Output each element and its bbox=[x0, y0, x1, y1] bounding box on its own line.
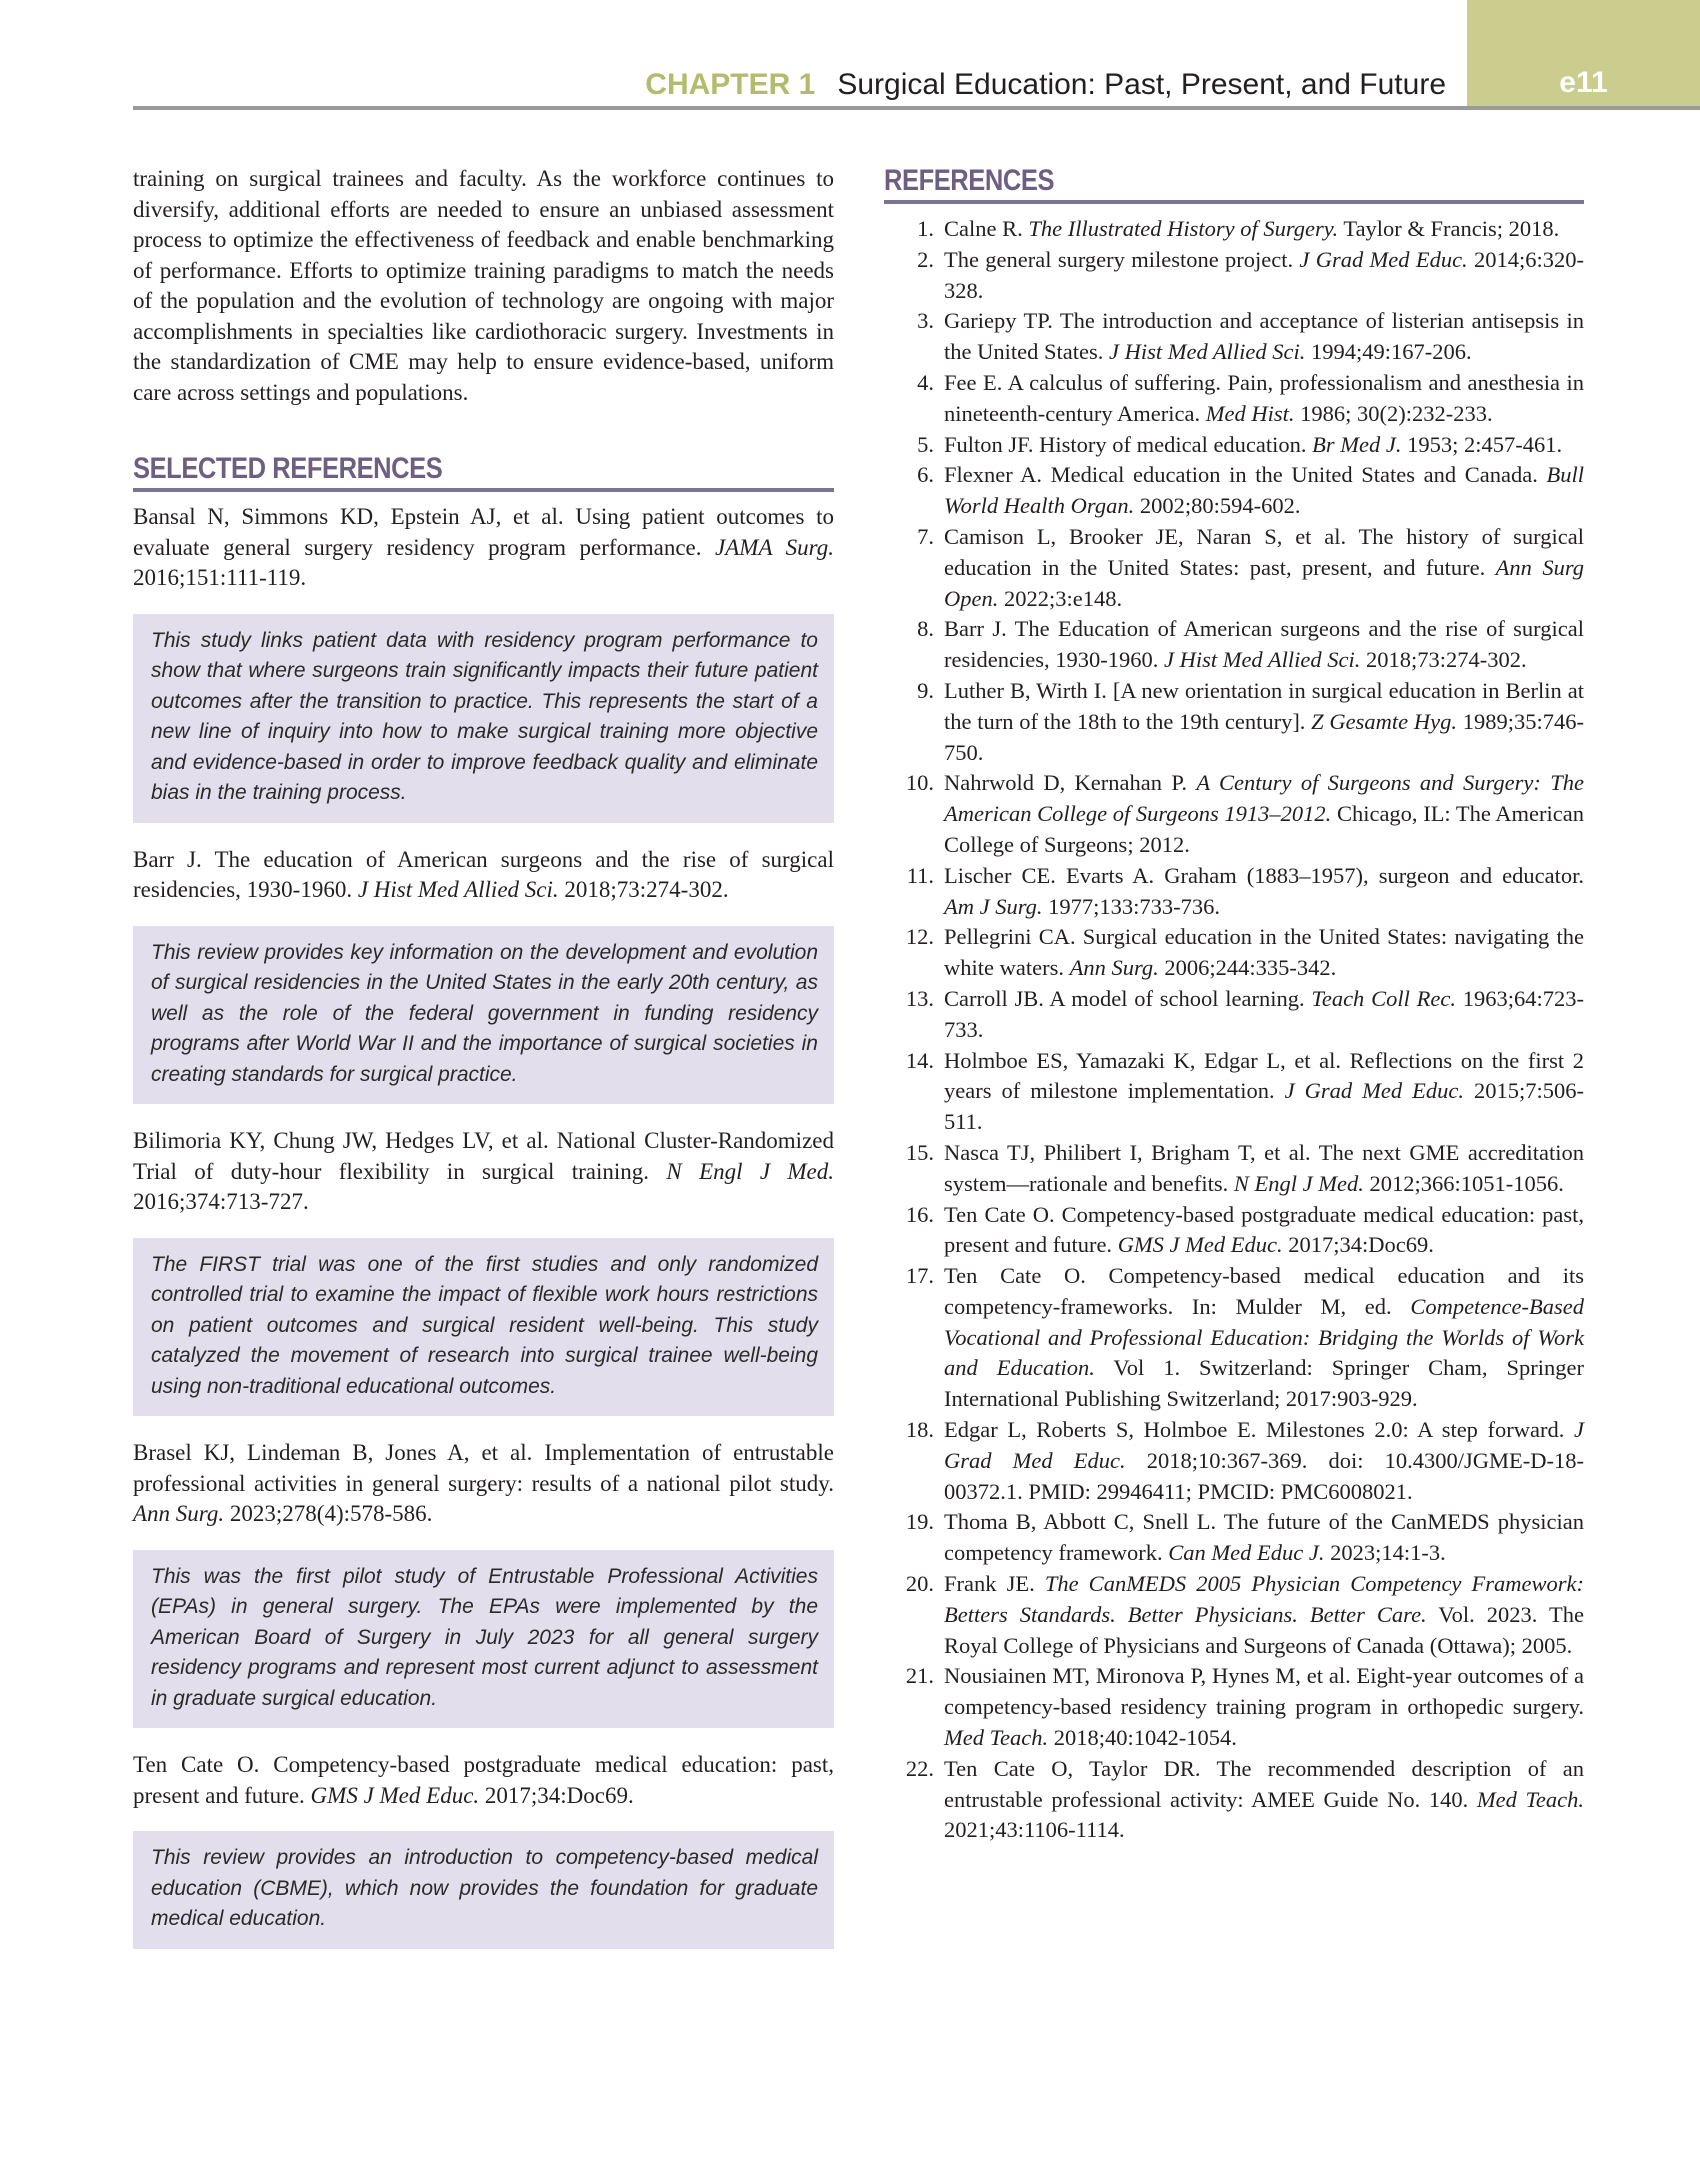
reference-item bbox=[884, 1200, 1584, 1262]
reference-item bbox=[884, 676, 1584, 768]
reference-text bbox=[944, 614, 1584, 676]
citation-details: 1953; 2:457-461. bbox=[1401, 431, 1563, 457]
reference-number: 8. bbox=[917, 616, 934, 642]
citation-details: 1963;64:723-733. bbox=[944, 985, 1584, 1042]
citation-text: Thoma B, Abbott C, Snell L. The future of the CanMEDS physician competency framework. bbox=[944, 1509, 1584, 1566]
selected-reference bbox=[133, 1438, 834, 1530]
annotation-box: This study links patient data with residency program performance to show that where surgeons train significantly impacts their future patient outcomes after the transition to practice. This represents the start of a new line of inquiry into how to make surgical training more objective and evidence-based in order to improve feedback quality and eliminate bias in the training process. bbox=[133, 614, 834, 823]
reference-number: 15. bbox=[905, 1139, 934, 1165]
citation-text: Edgar L, Roberts S, Holmboe E. Milestones 2.0: A step forward. bbox=[944, 1417, 1574, 1443]
citation-text: Gariepy TP. The introduction and acceptance of listerian antisepsis in the United States. bbox=[944, 308, 1584, 365]
citation-details: 2018;40:1042-1054. bbox=[1048, 1725, 1237, 1751]
reference-item bbox=[884, 984, 1584, 1046]
citation-text: Brasel KJ, Lindeman B, Jones A, et al. Implementation of entrustable professional activities in general surgery: results of a national pilot study. bbox=[133, 1440, 834, 1496]
reference-number: 19. bbox=[905, 1509, 934, 1535]
citation-text: Carroll JB. A model of school learning. bbox=[944, 985, 1312, 1011]
source-title: Ann Surg Open. bbox=[944, 554, 1584, 611]
reference-text bbox=[944, 522, 1584, 614]
source-title: A Century of Surgeons and Surgery: The American College of Surgeons 1913–2012. bbox=[944, 770, 1584, 827]
citation-text: Ten Cate O. Competency-based medical education and its competency-frameworks. In: Mulder M, ed. bbox=[944, 1263, 1584, 1319]
chapter-title: Surgical Education: Past, Present, and Future bbox=[837, 68, 1446, 101]
page-number: e11 bbox=[1559, 66, 1608, 99]
reference-text bbox=[944, 984, 1584, 1046]
reference-item bbox=[884, 430, 1584, 461]
reference-text bbox=[944, 768, 1584, 860]
heading-rule bbox=[133, 488, 834, 492]
source-title: Med Teach. bbox=[944, 1725, 1049, 1751]
selected-reference bbox=[133, 1750, 834, 1811]
citation-text: The general surgery milestone project. bbox=[944, 246, 1300, 272]
reference-number: 22. bbox=[905, 1755, 934, 1781]
citation-details: 1989;35:746-750. bbox=[944, 708, 1584, 765]
reference-number: 2. bbox=[917, 246, 934, 272]
reference-number: 9. bbox=[917, 677, 934, 703]
source-title: Bull World Health Organ. bbox=[944, 462, 1584, 519]
selected-reference bbox=[133, 1126, 834, 1218]
citation-text: Bilimoria KY, Chung JW, Hedges LV, et al. National Cluster-Randomized Trial of duty-hour flexibility in surgical training. bbox=[133, 1128, 834, 1184]
reference-item bbox=[884, 522, 1584, 614]
citation-details: 2018;10:367-369. doi: 10.4300/JGME-D-18-00372.1. PMID: 29946411; PMCID: PMC6008021. bbox=[944, 1447, 1584, 1504]
reference-text bbox=[944, 460, 1584, 522]
reference-text bbox=[944, 306, 1584, 368]
source-title: Med Hist. bbox=[1205, 400, 1295, 426]
reference-text bbox=[944, 1046, 1584, 1138]
citation-details: 2017;34:Doc69. bbox=[1282, 1232, 1434, 1258]
reference-text bbox=[944, 1415, 1584, 1507]
selected-references-heading: SELECTED REFERENCES bbox=[133, 452, 443, 485]
reference-number: 6. bbox=[917, 462, 934, 488]
journal-name: Ann Surg. bbox=[133, 1501, 225, 1526]
citation-details: 2016;151:111-119. bbox=[133, 565, 307, 590]
reference-item bbox=[884, 1415, 1584, 1507]
reference-item bbox=[884, 1507, 1584, 1569]
reference-item bbox=[884, 1261, 1584, 1415]
citation-text: Camison L, Brooker JE, Naran S, et al. The history of surgical education in the United States: past, present, and future. bbox=[944, 523, 1584, 580]
source-title: Z Gesamte Hyg. bbox=[1311, 708, 1457, 734]
citation-details: 1986; 30(2):232-233. bbox=[1294, 400, 1493, 426]
journal-name: J Hist Med Allied Sci. bbox=[357, 877, 559, 902]
source-title: J Grad Med Educ. bbox=[1284, 1078, 1464, 1104]
citation-text: Luther B, Wirth I. [A new orientation in surgical education in Berlin at the turn of the 18th to the 19th century]. bbox=[944, 677, 1584, 734]
reference-number: 3. bbox=[917, 308, 934, 334]
citation-text: Holmboe ES, Yamazaki K, Edgar L, et al. Reflections on the first 2 years of milestone implementation. bbox=[944, 1047, 1584, 1104]
source-title: GMS J Med Educ. bbox=[1117, 1232, 1283, 1258]
citation-details: 2023;278(4):578-586. bbox=[224, 1501, 433, 1526]
annotation-box: This review provides an introduction to competency-based medical education (CBME), which now provides the foundation for graduate medical education. bbox=[133, 1831, 834, 1949]
reference-item bbox=[884, 614, 1584, 676]
citation-details: Vol. 2023. The Royal College of Physicians and Surgeons of Canada (Ottawa); 2005. bbox=[944, 1601, 1584, 1658]
reference-text bbox=[944, 245, 1584, 307]
references-list bbox=[884, 214, 1584, 1846]
reference-text bbox=[944, 1261, 1584, 1415]
reference-item bbox=[884, 1569, 1584, 1661]
source-title: Ann Surg. bbox=[1069, 955, 1159, 981]
reference-number: 12. bbox=[905, 924, 934, 950]
reference-number: 16. bbox=[905, 1201, 934, 1227]
reference-text bbox=[944, 1200, 1584, 1262]
citation-text: Flexner A. Medical education in the United States and Canada. bbox=[944, 462, 1547, 488]
reference-text bbox=[944, 676, 1584, 768]
reference-number: 11. bbox=[906, 862, 934, 888]
source-title: The Illustrated History of Surgery. bbox=[1028, 216, 1339, 241]
citation-details: 2017;34:Doc69. bbox=[479, 1782, 634, 1808]
reference-text bbox=[944, 1754, 1584, 1846]
right-column bbox=[884, 164, 1584, 1846]
citation-text: Calne R. bbox=[944, 216, 1029, 241]
header-rule bbox=[133, 106, 1700, 110]
reference-number: 10. bbox=[905, 770, 934, 796]
reference-number: 7. bbox=[917, 523, 934, 549]
citation-text: Fee E. A calculus of suffering. Pain, professionalism and anesthesia in nineteenth-century America. bbox=[944, 369, 1584, 426]
citation-text: Ten Cate O. Competency-based postgraduate medical education: past, present and future. bbox=[133, 1752, 834, 1808]
source-title: The CanMEDS 2005 Physician Competency Framework: Betters Standards. Better Physicians. Better Care. bbox=[944, 1571, 1584, 1627]
reference-item bbox=[884, 1661, 1584, 1753]
citation-text: Barr J. The Education of American surgeons and the rise of surgical residencies, 1930-1960. bbox=[944, 616, 1584, 673]
reference-item bbox=[884, 245, 1584, 307]
reference-item bbox=[884, 368, 1584, 430]
reference-number: 18. bbox=[905, 1417, 934, 1443]
citation-details: 2015;7:506-511. bbox=[944, 1078, 1584, 1135]
intro-paragraph: training on surgical trainees and faculty. As the workforce continues to diversify, additional efforts are needed to ensure an unbiased assessment process to optimize the effectiveness of feedback and enable benchmarking of performance. Efforts to optimize training paradigms to match the needs of the population and the evolution of technology are ongoing with major accomplishments in specialties like cardiothoracic surgery. Investments in the standardization of CME may help to ensure evidence-based, uniform care across settings and populations. bbox=[133, 166, 834, 405]
reference-item bbox=[884, 1046, 1584, 1138]
reference-text bbox=[944, 1569, 1584, 1661]
annotation-box: This was the first pilot study of Entrustable Professional Activities (EPAs) in general surgery. The EPAs were implemented by the American Board of Surgery in July 2023 for all general surgery residency programs and represent most current adjunct to assessment in graduate surgical education. bbox=[133, 1550, 834, 1729]
reference-number: 4. bbox=[917, 369, 934, 395]
source-title: J Grad Med Educ. bbox=[944, 1417, 1584, 1473]
citation-text: Pellegrini CA. Surgical education in the United States: navigating the white waters. bbox=[944, 924, 1584, 981]
citation-details: 2014;6:320-328. bbox=[944, 246, 1584, 303]
source-title: Br Med J. bbox=[1312, 431, 1402, 457]
journal-name: JAMA Surg. bbox=[715, 534, 834, 560]
selected-reference bbox=[133, 502, 834, 594]
reference-number: 20. bbox=[905, 1571, 934, 1597]
selected-references-list bbox=[133, 502, 834, 1949]
reference-text bbox=[944, 214, 1584, 245]
reference-item bbox=[884, 922, 1584, 984]
heading-rule bbox=[884, 200, 1584, 204]
citation-text: Fulton JF. History of medical education. bbox=[944, 431, 1313, 457]
reference-number: 14. bbox=[905, 1047, 934, 1073]
reference-number: 21. bbox=[905, 1663, 934, 1689]
reference-item bbox=[884, 861, 1584, 923]
citation-details: 2023;14:1-3. bbox=[1324, 1540, 1446, 1566]
citation-text: Lischer CE. Evarts A. Graham (1883–1957), surgeon and educator. bbox=[944, 862, 1584, 888]
citation-text: Nousiainen MT, Mironova P, Hynes M, et al. Eight-year outcomes of a competency-based residency training program in orthopedic surgery. bbox=[944, 1663, 1584, 1720]
citation-details: 2018;73:274-302. bbox=[558, 877, 729, 902]
source-title: Am J Surg. bbox=[944, 893, 1043, 919]
citation-text: Ten Cate O, Taylor DR. The recommended description of an entrustable professional activity: AMEE Guide No. 140. bbox=[944, 1755, 1584, 1812]
citation-details: 2002;80:594-602. bbox=[1134, 493, 1301, 519]
citation-details: 2006;244:335-342. bbox=[1158, 955, 1337, 981]
citation-text: Bansal N, Simmons KD, Epstein AJ, et al. Using patient outcomes to evaluate general surgery residency program performance. bbox=[133, 504, 834, 560]
annotation-box: The FIRST trial was one of the first studies and only randomized controlled trial to examine the impact of flexible work hours restrictions on patient outcomes and surgical resident well-being. This study catalyzed the movement of research into surgical trainee well-being using non-traditional educational outcomes. bbox=[133, 1238, 834, 1417]
journal-name: GMS J Med Educ. bbox=[310, 1782, 480, 1808]
source-title: Med Teach. bbox=[1476, 1786, 1585, 1812]
running-header bbox=[133, 68, 1446, 102]
reference-item bbox=[884, 306, 1584, 368]
source-title: N Engl J Med. bbox=[1233, 1170, 1364, 1196]
reference-text bbox=[944, 368, 1584, 430]
source-title: J Grad Med Educ. bbox=[1299, 246, 1468, 272]
selected-reference bbox=[133, 845, 834, 906]
source-title: J Hist Med Allied Sci. bbox=[1108, 339, 1306, 365]
left-column bbox=[133, 164, 834, 1971]
citation-details: Taylor & Francis; 2018. bbox=[1338, 216, 1560, 241]
reference-text bbox=[944, 1661, 1584, 1753]
chapter-label: CHAPTER 1 bbox=[645, 68, 816, 101]
reference-item bbox=[884, 460, 1584, 522]
citation-text: Frank JE. bbox=[944, 1571, 1045, 1597]
reference-item bbox=[884, 768, 1584, 860]
reference-number: 5. bbox=[917, 431, 934, 457]
citation-details: 2012;366:1051-1056. bbox=[1363, 1170, 1564, 1196]
citation-details: 2021;43:1106-1114. bbox=[944, 1817, 1125, 1843]
reference-number: 13. bbox=[905, 985, 934, 1011]
source-title: Can Med Educ J. bbox=[1168, 1540, 1325, 1566]
reference-text bbox=[944, 430, 1584, 461]
citation-details: 2016;374:713-727. bbox=[133, 1189, 309, 1214]
citation-text: Barr J. The education of American surgeons and the rise of surgical residencies, 1930-1960. bbox=[133, 846, 834, 902]
annotation-box: This review provides key information on the development and evolution of surgical residencies in the United States in the early 20th century, as well as the role of the federal government in funding residency programs after World War II and the importance of surgical societies in creating standards for surgical practice. bbox=[133, 926, 834, 1105]
citation-details: 2018;73:274-302. bbox=[1360, 647, 1527, 673]
reference-text bbox=[944, 1507, 1584, 1569]
citation-details: 1977;133:733-736. bbox=[1042, 893, 1221, 919]
citation-text: Nasca TJ, Philibert I, Brigham T, et al. The next GME accreditation system—rationale and benefits. bbox=[944, 1139, 1584, 1196]
citation-details: Chicago, IL: The American College of Surgeons; 2012. bbox=[944, 801, 1584, 857]
citation-text: Nahrwold D, Kernahan P. bbox=[944, 770, 1197, 796]
reference-text bbox=[944, 861, 1584, 923]
reference-item bbox=[884, 1138, 1584, 1200]
reference-number: 17. bbox=[905, 1263, 934, 1289]
citation-details: 1994;49:167-206. bbox=[1305, 339, 1472, 365]
source-title: Teach Coll Rec. bbox=[1311, 985, 1456, 1011]
references-heading: REFERENCES bbox=[884, 164, 1055, 197]
source-title: Competence-Based Vocational and Professional Education: Bridging the Worlds of Work and Education. bbox=[944, 1293, 1584, 1381]
citation-text: Ten Cate O. Competency-based postgraduate medical education: past, present and future. bbox=[944, 1201, 1584, 1258]
source-title: J Hist Med Allied Sci. bbox=[1163, 647, 1361, 673]
reference-item bbox=[884, 214, 1584, 245]
reference-text bbox=[944, 922, 1584, 984]
reference-item bbox=[884, 1754, 1584, 1846]
journal-name: N Engl J Med. bbox=[666, 1158, 835, 1184]
citation-details: Vol 1. Switzerland: Springer Cham, Springer International Publishing Switzerland; 2017:903-929. bbox=[944, 1355, 1584, 1412]
citation-details: 2022;3:e148. bbox=[998, 585, 1123, 611]
reference-text bbox=[944, 1138, 1584, 1200]
reference-number: 1. bbox=[917, 216, 934, 241]
